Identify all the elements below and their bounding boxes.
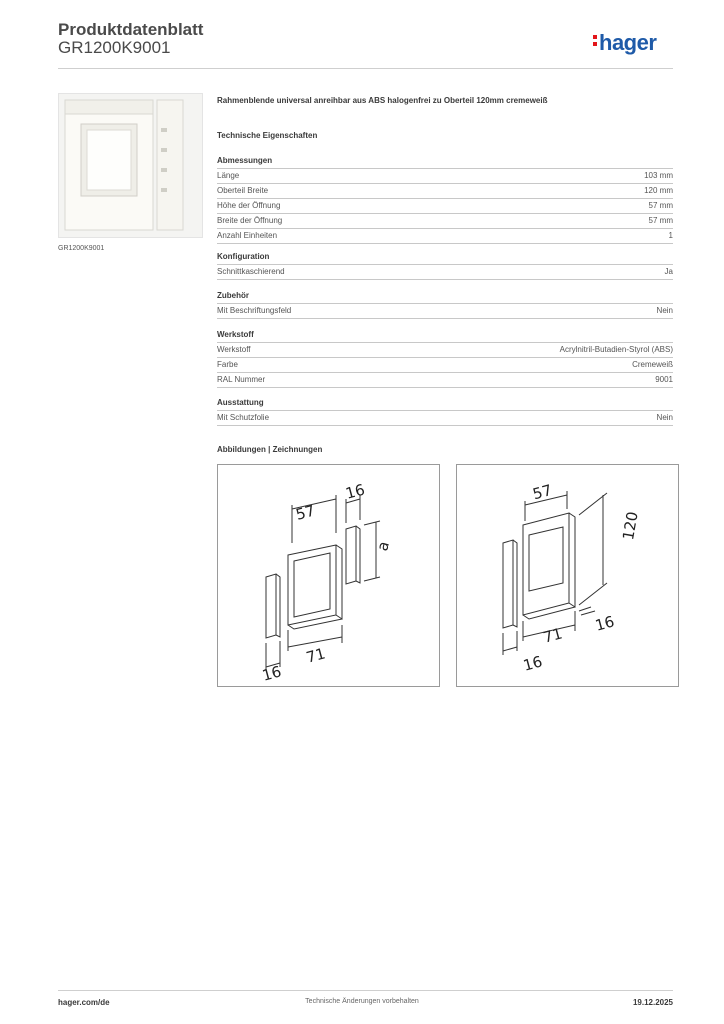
product-photo-drawing — [59, 94, 202, 237]
technical-drawing-2 — [456, 464, 679, 687]
logo-text: hager — [599, 30, 657, 55]
property-row — [217, 303, 673, 317]
group-end-rule — [217, 318, 673, 319]
drawing-1-dim-16-top: 16 — [343, 480, 367, 503]
property-row — [217, 357, 673, 371]
group-end-rule — [217, 387, 673, 388]
group-title: Zubehör — [217, 291, 249, 300]
property-value: Cremeweiß — [632, 360, 673, 369]
property-row — [217, 264, 673, 278]
technical-drawing-1 — [217, 464, 440, 687]
footer-divider — [58, 990, 673, 991]
drawing-2-dim-16-right: 16 — [593, 612, 617, 635]
logo-dots-icon — [593, 35, 597, 49]
drawing-1-svg — [218, 465, 439, 686]
footer-date: 19.12.2025 — [632, 998, 673, 1007]
group-end-rule — [217, 279, 673, 280]
images-heading: Abbildungen | Zeichnungen — [217, 445, 323, 454]
property-label: RAL Nummer — [217, 375, 266, 384]
property-row — [217, 372, 673, 386]
group-title: Abmessungen — [217, 156, 273, 165]
footer-website: hager.com/de — [58, 998, 110, 1007]
document-title: Produktdatenblatt — [58, 20, 204, 39]
property-label: Länge — [217, 171, 240, 180]
drawing-2-svg — [457, 465, 678, 686]
property-row — [217, 198, 673, 212]
property-value: 57 mm — [648, 216, 673, 225]
property-value: Nein — [656, 306, 673, 315]
property-value: 57 mm — [648, 201, 673, 210]
property-row — [217, 213, 673, 227]
drawing-2-dim-16-bottom: 16 — [521, 652, 545, 675]
property-value: 120 mm — [644, 186, 673, 195]
property-label: Farbe — [217, 360, 238, 369]
property-value: Nein — [656, 413, 673, 422]
photo-caption: GR1200K9001 — [58, 245, 105, 252]
property-label: Oberteil Breite — [217, 186, 269, 195]
footer-notice: Technische Änderungen vorbehalten — [305, 998, 419, 1005]
drawing-1-dim-57: 57 — [293, 501, 317, 524]
property-value: 103 mm — [644, 171, 673, 180]
group-end-rule — [217, 425, 673, 426]
property-row — [217, 183, 673, 197]
property-value: 1 — [668, 231, 673, 240]
property-value: Ja — [664, 267, 673, 276]
property-label: Werkstoff — [217, 345, 251, 354]
tech-properties-heading: Technische Eigenschaften — [217, 131, 318, 140]
header-divider — [58, 68, 673, 69]
drawing-2-dim-57: 57 — [530, 480, 554, 504]
property-row — [217, 168, 673, 182]
property-label: Höhe der Öffnung — [217, 201, 281, 210]
product-code: GR1200K9001 — [58, 38, 171, 57]
property-row — [217, 342, 673, 356]
hager-logo — [593, 30, 656, 56]
product-photo — [58, 93, 203, 238]
group-title: Ausstattung — [217, 398, 264, 407]
property-value: Acrylnitril-Butadien-Styrol (ABS) — [559, 345, 673, 354]
property-label: Anzahl Einheiten — [217, 231, 278, 240]
property-label: Schnittkaschierend — [217, 267, 285, 276]
property-label: Mit Schutzfolie — [217, 413, 270, 422]
drawing-2-dim-120: 120 — [619, 510, 642, 542]
drawing-1-dim-a: a — [373, 539, 393, 553]
property-row — [217, 228, 673, 242]
group-end-rule — [217, 243, 673, 244]
property-value: 9001 — [655, 375, 673, 384]
drawing-1-dim-16-bottom: 16 — [260, 662, 284, 685]
drawing-2-dim-71: 71 — [541, 624, 565, 647]
group-title: Werkstoff — [217, 330, 254, 339]
property-row — [217, 410, 673, 424]
property-label: Breite der Öffnung — [217, 216, 283, 225]
product-description: Rahmenblende universal anreihbar aus ABS halogenfrei zu Oberteil 120mm cremeweiß — [217, 96, 548, 105]
drawing-1-dim-71: 71 — [304, 644, 328, 667]
property-label: Mit Beschriftungsfeld — [217, 306, 292, 315]
group-title: Konfiguration — [217, 252, 270, 261]
